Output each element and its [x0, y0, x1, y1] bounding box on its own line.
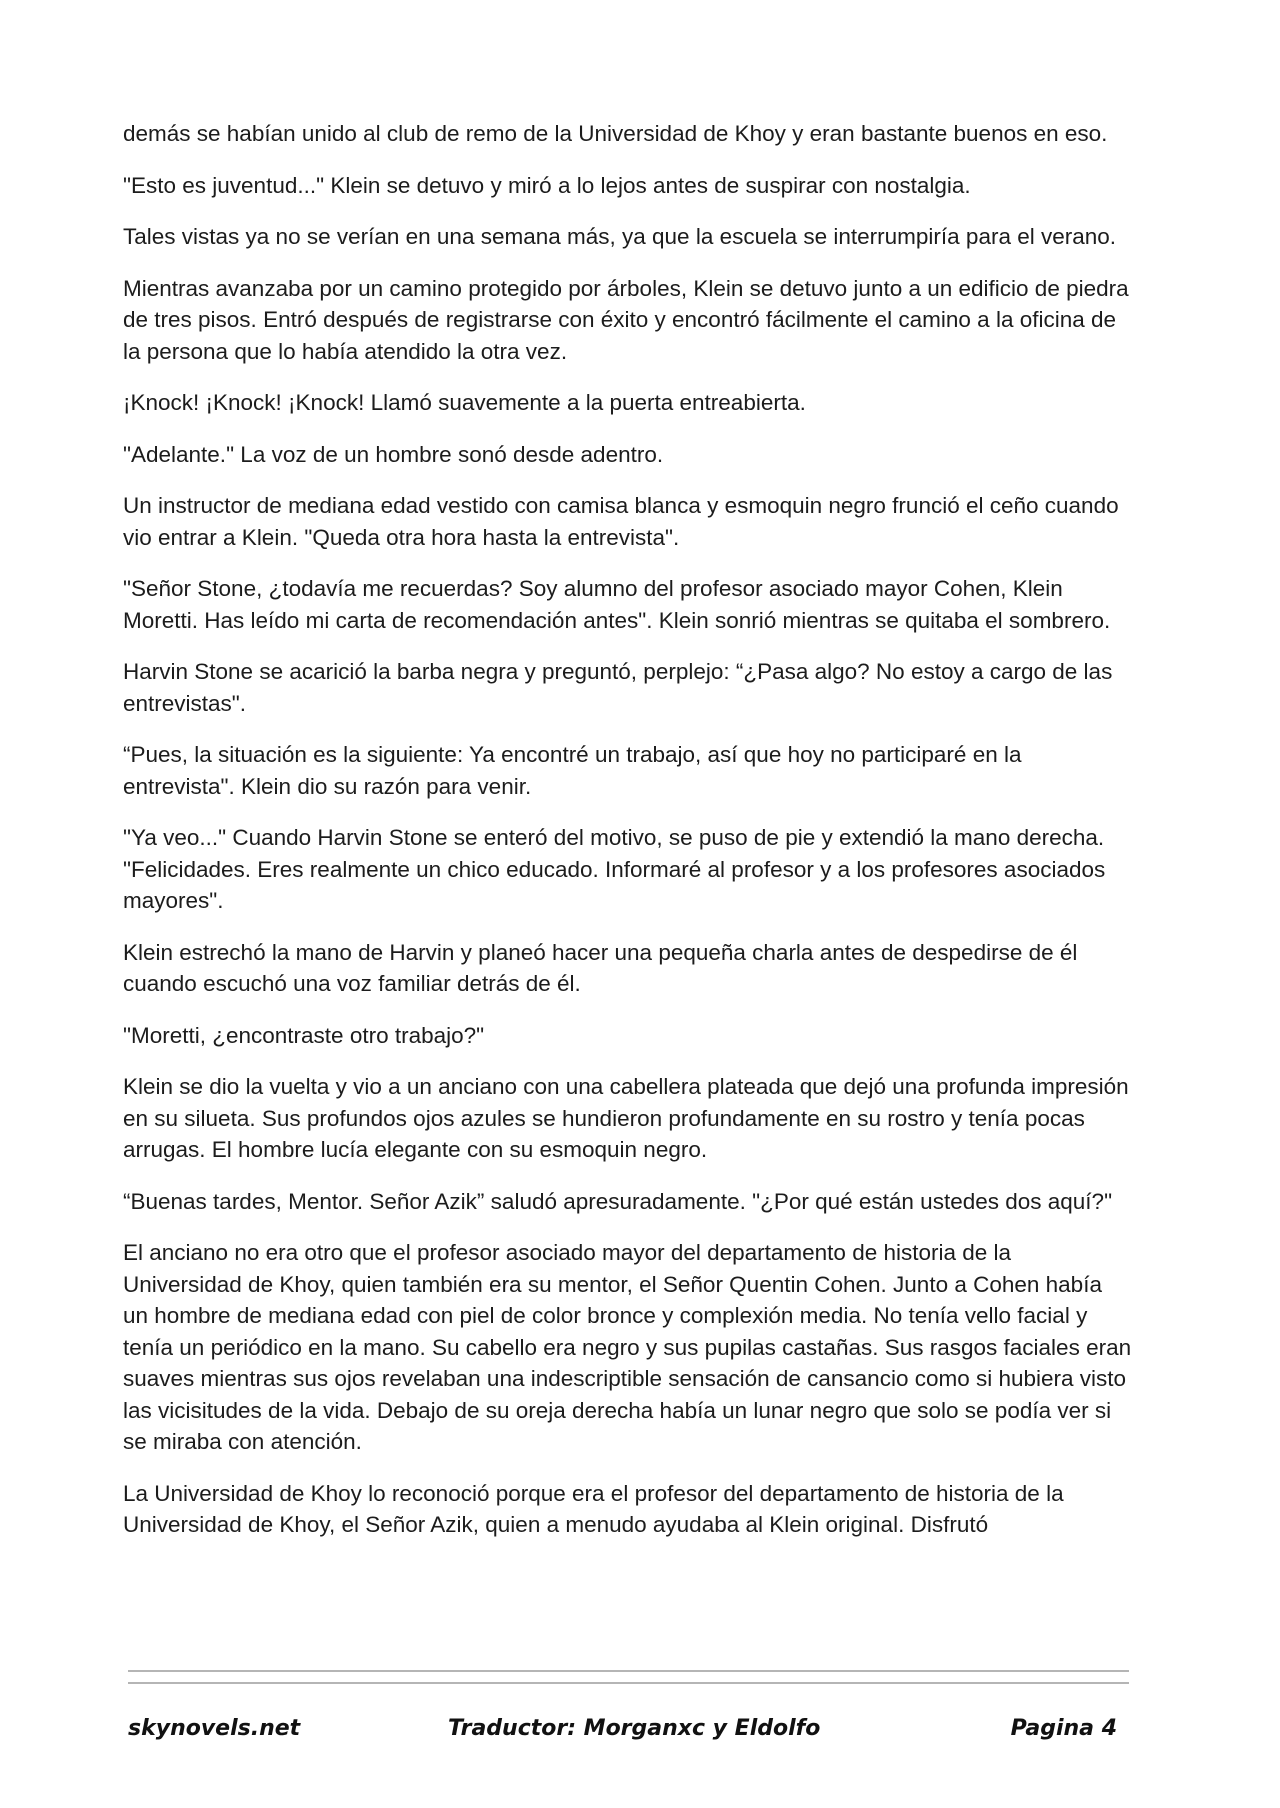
page-footer [128, 1712, 1129, 1746]
paragraph-14: Klein se dio la vuelta y vio a un anciano con una cabellera plateada que dejó una profunda impresión en su silueta. Sus profundos ojos azules se hundieron profundamente en su rostro y tenía pocas arrugas. El hombre lucía elegante con su esmoquin negro. [123, 1074, 1129, 1162]
paragraph-8: "Señor Stone, ¿todavía me recuerdas? Soy alumno del profesor asociado mayor Cohen, Klein Moretti. Has leído mi carta de recomendación antes". Klein sonrió mientras se quitaba el sombrero. [123, 576, 1111, 633]
paragraph-7: Un instructor de mediana edad vestido con camisa blanca y esmoquin negro frunció el ceño cuando vio entrar a Klein. "Queda otra hora hasta la entrevista". [123, 493, 1119, 550]
paragraph-2: "Esto es juventud..." Klein se detuvo y miró a lo lejos antes de suspirar con nostalgia. [123, 172, 971, 198]
paragraph-4: Mientras avanzaba por un camino protegido por árboles, Klein se detuvo junto a un edificio de piedra de tres pisos. Entró después de registrarse con éxito y encontró fácilmente el camino a la oficina de la persona que lo había atendido la otra vez. [123, 275, 1129, 364]
paragraph-13: "Moretti, ¿encontraste otro trabajo?" [123, 1022, 485, 1048]
footer-site: skynovels.net [128, 1716, 301, 1741]
page-body [123, 118, 1133, 1561]
paragraph-5: ¡Knock! ¡Knock! ¡Knock! Llamó suavemente a la puerta entreabierta. [123, 390, 806, 415]
paragraph-17: La Universidad de Khoy lo reconoció porque era el profesor del departamento de historia de la Universidad de Khoy, el Señor Azik, quien a menudo ayudaba al Klein original. Disfrutó [123, 1480, 1064, 1537]
paragraph-12: Klein estrechó la mano de Harvin y planeó hacer una pequeña charla antes de despedirse de él cuando escuchó una voz familiar detrás de él. [123, 939, 1078, 996]
paragraph-16: El anciano no era otro que el profesor asociado mayor del departamento de historia de la Universidad de Khoy, quien también era su mentor, el Señor Quentin Cohen. Junto a Cohen había un hombre de mediana edad con piel de color bronce y complexión media. No tenía vello facial y tenía un periódico en la mano. Su cabello era negro y sus pupilas castañas. Sus rasgos faciales eran suaves mientras sus ojos revelaban una indescriptible sensación de cansancio como si hubiera visto las vicisitudes de la vida. Debajo de su oreja derecha había un lunar negro que solo se podía ver si se miraba con atención. [123, 1240, 1132, 1454]
paragraph-1: demás se habían unido al club de remo de la Universidad de Khoy y eran bastante buenos en eso. [123, 121, 1108, 146]
paragraph-6: "Adelante." La voz de un hombre sonó desde adentro. [123, 441, 664, 467]
paragraph-3: Tales vistas ya no se verían en una semana más, ya que la escuela se interrumpiría para el verano. [123, 224, 1117, 249]
paragraph-15: “Buenas tardes, Mentor. Señor Azik” saludó apresuradamente. "¿Por qué están ustedes dos aquí?" [123, 1188, 1113, 1214]
footer-page-number: Pagina 4 [1010, 1716, 1117, 1741]
footer-divider-bottom [128, 1682, 1129, 1684]
footer-translator: Traductor: Morganxc y Eldolfo [448, 1716, 821, 1741]
paragraph-10: “Pues, la situación es la siguiente: Ya encontré un trabajo, así que hoy no participaré en la entrevista". Klein dio su razón para venir. [123, 742, 1022, 799]
paragraph-11: "Ya veo..." Cuando Harvin Stone se enteró del motivo, se puso de pie y extendió la mano derecha. "Felicidades. Eres realmente un chico educado. Informaré al profesor y a los profesores asociados mayores". [123, 825, 1106, 913]
paragraph-9: Harvin Stone se acarició la barba negra y preguntó, perplejo: “¿Pasa algo? No estoy a cargo de las entrevistas". [123, 659, 1113, 716]
footer-divider-top [128, 1670, 1129, 1672]
